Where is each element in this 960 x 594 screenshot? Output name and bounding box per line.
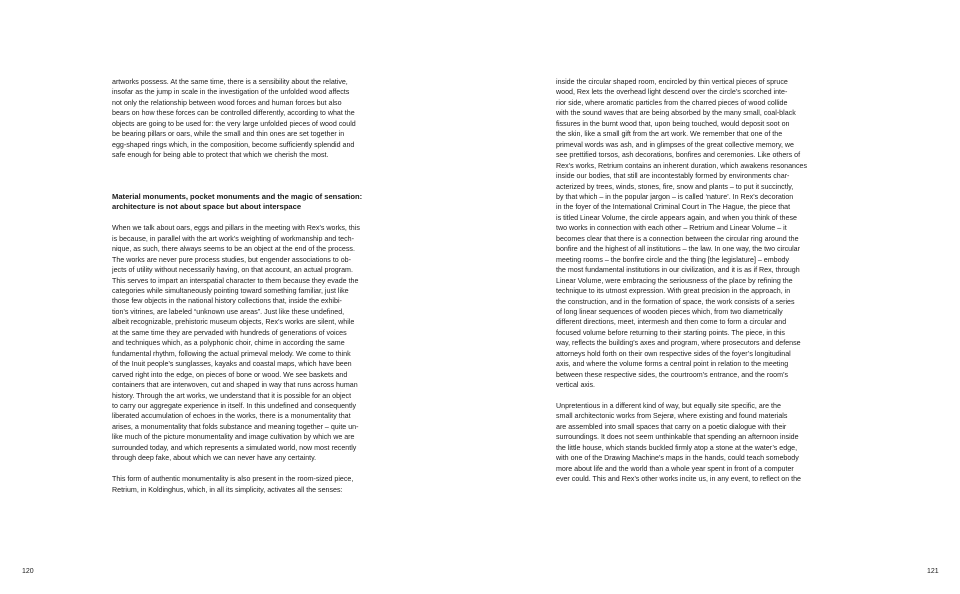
- text-line: attorneys hold forth on their own respective sides of the foyer’s longitudinal: [556, 349, 791, 358]
- text-line: Linear Volume, were embracing the seriousness of the place by refining the: [556, 276, 793, 285]
- text-line: acterized by trees, winds, stones, fire, snow and plants – to put it succinctly,: [556, 182, 794, 191]
- text-line: bears on how these forces can be controlled differently, according to what the: [112, 109, 355, 118]
- body-paragraph: [556, 77, 846, 391]
- text-line: surroundings. It does not seem unthinkable that spending an afternoon inside: [556, 433, 799, 442]
- left-page-text: [112, 77, 402, 495]
- text-line: way, reflects the building’s axes and program, where prosecutors and defense: [556, 339, 801, 348]
- text-line: insofar as the jump in scale in the investigation of the unfolded wood affects: [112, 88, 350, 97]
- text-line: the construction, and in the formation of space, the work consists of a series: [556, 297, 795, 306]
- text-line: be bearing pillars or oars, while the small and thin ones are set together in: [112, 130, 345, 139]
- text-line: wood, Rex lets the overhead light descend over the circle’s scorched inte-: [556, 88, 788, 97]
- text-line: containers that are interwoven, cut and shaped in way that runs across human: [112, 381, 358, 390]
- text-line: focused volume before returning to their starting points. The piece, in this: [556, 328, 785, 337]
- text-line: nique, as such, there always seems to be an object at the end of the process.: [112, 245, 355, 254]
- text-line: The works are never pure process studies, but engender associations to ob-: [112, 255, 351, 264]
- text-line: jects of utility without necessarily having, on that account, an actual program.: [112, 266, 353, 275]
- text-line: albeit recognizable, prehistoric museum objects, Rex’s works are silent, while: [112, 318, 355, 327]
- text-line: like much of the picture monumentality and image cultivation by which we are: [112, 433, 355, 442]
- text-line: vertical axis.: [556, 381, 596, 390]
- text-line: This form of authentic monumentality is also present in the room-sized piece,: [112, 475, 354, 484]
- text-line: surrounded today, and which represents a simulated world, now most recently: [112, 443, 357, 452]
- text-line: is because, in parallel with the art work’s weighting of workmanship and tech-: [112, 234, 354, 243]
- heading-line: architecture is not about space but about interspace: [112, 202, 302, 212]
- right-page-text: [556, 77, 846, 485]
- text-line: between these respective sides, the courtroom’s entrance, and the room’s: [556, 370, 788, 379]
- text-line: with the sound waves that are being absorbed by the many small, coal-black: [556, 109, 796, 118]
- body-paragraph: [556, 401, 846, 485]
- text-line: inside the circular shaped room, encircled by thin vertical pieces of spruce: [556, 78, 788, 86]
- text-line: becomes clear that there is a connection between the circular ring around the: [556, 234, 799, 243]
- text-line: carved right into the edge, on pieces of bone or wood. We see baskets and: [112, 370, 348, 379]
- text-line: meeting rooms – the bonfire circle and the thing [the legislature] – embody: [556, 255, 790, 264]
- text-line: at the same time they are pervaded with hundreds of generations of voices: [112, 328, 347, 337]
- text-line: and techniques which, as a polyphonic choir, chime in according the same: [112, 339, 345, 348]
- text-line: to carry our aggregate experience in itself. In this undefined and consequently: [112, 402, 357, 410]
- text-line: This serves to impart an interspatial character to them because they evade the: [112, 276, 359, 285]
- text-line: are assembled into small spaces that carry on a poetic dialogue with their: [556, 422, 787, 431]
- text-line: see prettified torsos, ash decorations, bonfires and ceremonies. Like others of: [556, 151, 801, 160]
- text-line: more about life and the world than a whole year spent in front of a computer: [556, 464, 794, 473]
- heading-line: Material monuments, pocket monuments and the magic of sensation:: [112, 191, 363, 201]
- text-line: rior side, where aromatic particles from the charred pieces of wood collide: [556, 98, 788, 107]
- page-number-left: 120: [22, 568, 34, 575]
- text-line: liberated accumulation of echoes in the works, there is a monumentality that: [112, 412, 351, 421]
- intro-paragraph: [112, 77, 402, 161]
- text-line: primeval words was ash, and in glimpses of the great collective memory, we: [556, 140, 795, 149]
- text-line: with one of the Drawing Machine’s maps in the hands, could teach somebody: [556, 454, 799, 463]
- text-line: egg-shaped rings which, in the composition, become sufficiently splendid and: [112, 140, 355, 149]
- text-line: history. Through the art works, we understand that it is possible for an object: [112, 391, 352, 400]
- text-line: Unpretentious in a different kind of way, but equally site specific, are the: [556, 402, 781, 411]
- text-line: When we talk about oars, eggs and pillars in the meeting with Rex’s works, this: [112, 224, 360, 233]
- text-line: fissures in the burnt wood that, upon being touched, would deposit soot on: [556, 119, 790, 128]
- text-line: the little house, which stands buckled firmly atop a stone at the water’s edge,: [556, 443, 798, 452]
- text-line: small architectonic works from Sejerø, where existing and found materials: [556, 412, 788, 421]
- text-line: safe enough for being able to protect that which we cherish the most.: [112, 151, 329, 160]
- text-line: Rex’s works, Retrium contains an inherent duration, which awakens resonances: [556, 161, 808, 170]
- page-number-right: 121: [927, 568, 939, 575]
- text-line: the skin, like a small gift from the art work. We remember that one of the: [556, 130, 783, 139]
- text-line: different directions, meet, intermesh and then come to form a circular and: [556, 318, 787, 327]
- text-line: of the Inuit people’s sunglasses, kayaks and coastal maps, which have been: [112, 360, 352, 369]
- text-line: ever could. This and Rex’s other works incite us, in any event, to reflect on the: [556, 475, 801, 484]
- text-line: technique to its utmost expression. With great precision in the approach, in: [556, 287, 791, 296]
- text-line: artworks possess. At the same time, there is a sensibility about the relative,: [112, 78, 348, 86]
- text-line: fundamental rhythm, following the actual primeval melody. We come to think: [112, 349, 351, 358]
- text-line: through deep fake, about which we can never have any certainty.: [112, 454, 317, 463]
- text-line: in the foyer of the International Criminal Court in The Hague, the piece that: [556, 203, 791, 212]
- text-line: of long linear sequences of wooden pieces which, from two diametrically: [556, 307, 783, 316]
- text-line: tion’s vitrines, are labeled “unknown use areas”. Just like these undefined,: [112, 307, 345, 316]
- text-line: those few objects in the national history collections that, inside the exhibi-: [112, 297, 342, 306]
- text-line: objects are going to be used for: the very large unfolded pieces of wood could: [112, 119, 356, 128]
- text-line: axis, and where the volume forms a central point in relation to the meeting: [556, 360, 789, 369]
- closing-paragraph: [112, 474, 402, 495]
- text-line: is titled Linear Volume, the circle appears again, and when you think of these: [556, 213, 797, 222]
- text-line: categories while simultaneously pointing toward something familiar, just like: [112, 287, 349, 296]
- text-line: bonfire and the highest of all institutions – the law. In one way, the two circular: [556, 245, 800, 254]
- text-line: the most fundamental institutions in our civilization, and it is as if Rex, through: [556, 266, 800, 275]
- text-line: not only the relationship between wood forces and human forces but also: [112, 98, 342, 107]
- text-line: Retrium, in Koldinghus, which, in all its simplicity, activates all the senses:: [112, 485, 343, 494]
- text-line: two works in connection with each other – Retrium and Linear Volume – it: [556, 224, 787, 233]
- body-paragraph: [112, 223, 402, 463]
- text-line: inside our bodies, that still are incontestably formed by environments char-: [556, 172, 790, 181]
- section-heading: [112, 192, 402, 213]
- text-line: arises, a monumentality that folds substance and meaning together – quite un-: [112, 422, 359, 431]
- text-line: by that which – in the popular jargon – is called ‘nature’. In Rex’s decoration: [556, 192, 794, 201]
